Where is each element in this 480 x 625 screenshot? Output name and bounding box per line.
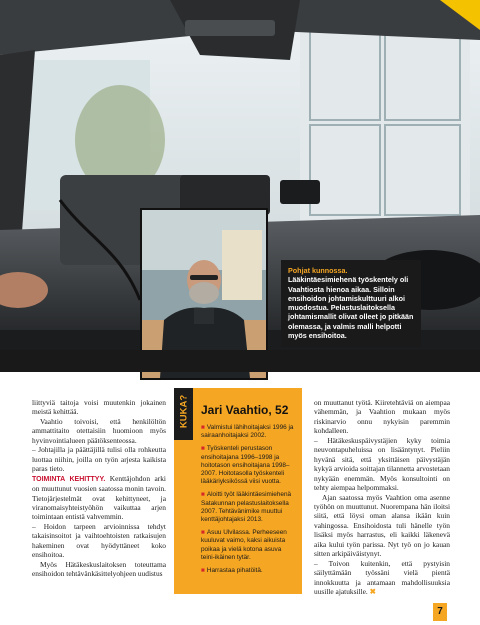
bullet-icon: ■ [201,529,205,537]
kuka-factbox [174,388,302,594]
paragraph: liittyviä taitoja voisi muutenkin jokainen meistä kehittää. [32,398,166,417]
subheading-text: Kenttäjohdon arki on muuttunut vuosien saatossa monin tavoin. Tietojärjestelmät ovat kehittyneet, ja viranomaisyhteistyöhön vaikuttaa arjen toimintaan entistä vahvemmin. [32,473,166,522]
list-item: ■ Työskenteli perustason ensihoitajana 1996–1998 ja hoitotason ensihoitajana 1998–2007. Hoitotasolla työskenteli lääkäriyksikössä viisi vuotta. [201,445,290,486]
kuka-label: KUKA? [178,394,190,429]
kuka-tab [174,388,193,440]
closing-text: – Toivon kuitenkin, että pystyisin säilyttämään työssäni vielä pientä innokkuutta ja antamaan mahdollisuuksia uusille ajatuksille. [314,558,450,597]
caption-lead: Pohjat kunnossa. [288,266,348,275]
bullet-icon: ■ [201,445,205,453]
dark-band [0,350,480,372]
paragraph: Myös Hätäkeskuslaitoksen toteuttama ensihoidon tehtävänkäsittelyohjeen uudistus [32,559,166,579]
body-column-right [314,398,450,597]
paragraph: – Hätäkeskuspäivystäjien kyky toimia neuvontapuheluissa on lisääntynyt. Pieliin hyvänä sitä, että yksittäisen päivystäjän kykyä arvioida soittajan tilannetta arvostetaan nykyään enemmän. Myös konsultointi on tehty aiempaa helpommaksi. [314,435,450,493]
kuka-list [201,424,295,580]
kuka-name: Jari Vaahtio, 52 [201,403,289,417]
bullet-icon: ■ [201,491,205,499]
paragraph [32,474,166,522]
subheading: TOIMINTA KEHITTYY. [32,475,106,483]
bullet-icon: ■ [201,424,205,431]
bullet-icon: ■ [201,567,205,575]
paragraph [314,559,450,597]
body-column-left [32,398,166,579]
paragraph: Vaahtio toivoisi, että henkilöltön ammattitaito otettaisiin huomioon myös hyvinvointialueen päätöksenteossa. [32,416,166,445]
list-item: ■ Asuu Ulvilassa. Perheeseen kuuluvat vaimo, kaksi aikuista poikaa ja vielä kotona asuva teini-ikäinen tytär. [201,529,287,561]
caption-text: Lääkintäesimiehenä työskentely oli Vaahtiosta hienoa aikaa. Silloin ensihoidon johtamiskulttuuri alkoi muodostua. Pelastuslaitoksella johtamismallit olivat olleet jo pitkään olemassa, ja valmis malli helpotti myös ensihoitoa. [288,275,414,341]
end-mark-icon: ✖ [369,587,376,597]
paragraph: – Johtajilla ja päättäjillä tulisi olla rohkeutta luottaa niihin, joilla on työn arjesta kaikista paras tieto. [32,445,166,474]
list-item: ■ Valmistui lähihoitajaksi 1996 ja sairaanhoitajaksi 2002. [201,424,294,440]
list-item: ■ Aloitti työt lääkintäesimiehenä Satakunnan pelastuslaitoksella 2007. Tehtävänimike muuttui kenttäjohtajaksi 2013. [201,491,292,524]
photo-caption [281,260,421,347]
paragraph: on muuttanut työtä. Kiiretehtäviä on aiempaa vähemmän, ja Vaahtion mukaan myös riskinarvio onnu nykyisin paremmin kohdalleen. [314,398,450,436]
list-item: ■ Harrastaa pihatöitä. [201,567,263,575]
paragraph: Ajan saatossa myös Vaahtion oma asenne työhön on muuttunut. Nuorempana hän iloitsi siitä, että löysi oman alansa ikään kuin vahingossa. Ensihoidosta tuli hänelle työn lisäksi myös harrastus, eli kaikki läkenevä aika kului työn parissa. Nyt työ on jo kauan sitten arkipäiväistynyt. [314,492,450,559]
paragraph: – Hoidon tarpeen arvioinnissa tehdyt takaisinsoitot ja vaihtoehtoisten ratkaisujen hakeminen ovat hyödyttäneet koko ensihoitoa. [32,521,166,560]
page-number: 7 [433,603,447,621]
